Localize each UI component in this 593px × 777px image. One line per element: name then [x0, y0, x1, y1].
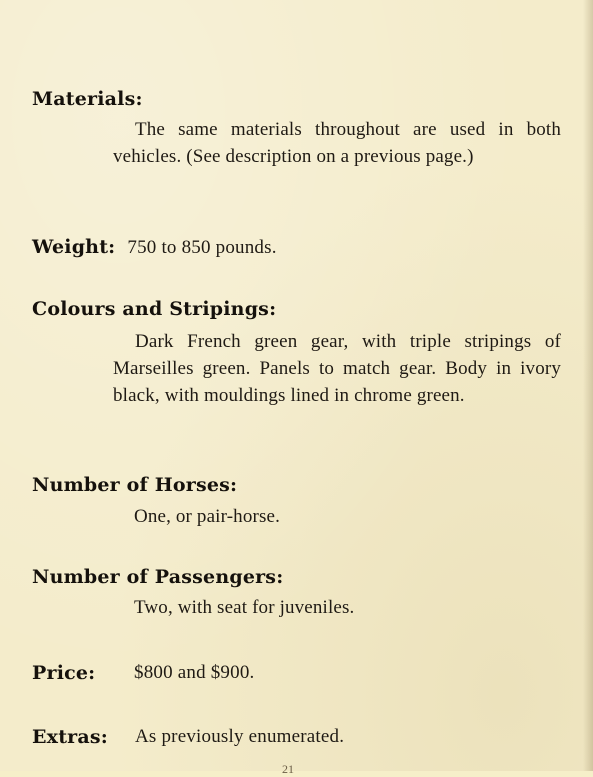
horses-heading: Number of Horses: — [32, 474, 238, 496]
passengers-heading: Number of Passengers: — [32, 566, 284, 588]
weight-heading: Weight: — [32, 236, 116, 258]
weight-value: 750 to 850 pounds. — [127, 237, 277, 258]
passengers-value: Two, with seat for juveniles. — [134, 597, 355, 618]
weight-line — [32, 236, 277, 259]
colours-heading: Colours and Stripings: — [32, 298, 277, 320]
materials-text: The same materials throughout are used in both vehicles. (See description on a previous page.) — [113, 119, 561, 167]
price-value: $800 and $900. — [134, 662, 255, 683]
price-heading: Price: — [32, 662, 96, 684]
extras-value: As previously enumerated. — [135, 726, 345, 747]
materials-heading: Materials: — [32, 88, 143, 110]
page-number: 21 — [282, 762, 294, 776]
colours-text: Dark French green gear, with triple stripings of Marseilles green. Panels to match gear. Body in ivory black, with mouldings lined in chrome green. — [113, 331, 561, 406]
extras-line — [32, 726, 345, 748]
extras-heading: Extras: — [32, 726, 109, 748]
page-edge-shadow — [583, 0, 593, 771]
price-line — [32, 662, 255, 684]
horses-value: One, or pair-horse. — [134, 506, 280, 527]
